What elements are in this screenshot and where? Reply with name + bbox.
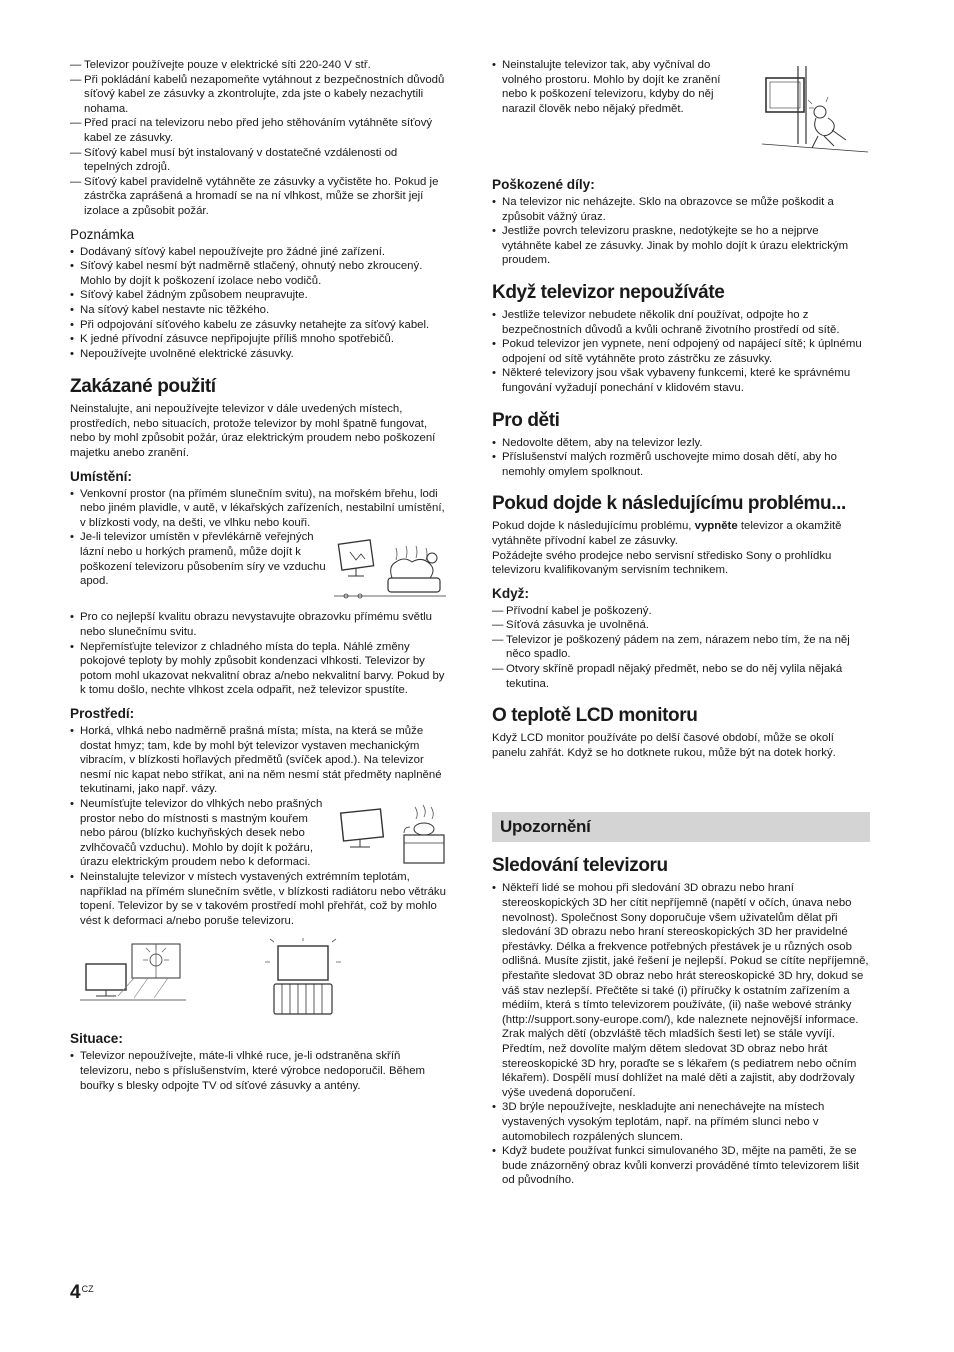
not-in-use-heading: Když televizor nepoužíváte bbox=[492, 281, 725, 303]
list-item: • Síťový kabel žádným způsobem neupravujte. bbox=[70, 288, 448, 303]
situation-heading: Situace: bbox=[70, 1031, 123, 1047]
forbidden-use-heading: Zakázané použití bbox=[70, 376, 216, 398]
list-item: • Jestliže povrch televizoru praskne, nedotýkejte se ho a nejprve vytáhněte kabel ze zásuvky. Jinak by mohlo dojít k úrazu elektrickým proudem. bbox=[492, 224, 870, 268]
watching-tv-heading: Sledování televizoru bbox=[492, 855, 668, 877]
list-item: • Jestliže televizor nebudete několik dní používat, odpojte ho z bezpečnostních důvodů a kvůli ochraně životního prostředí od sítě. bbox=[492, 308, 870, 337]
children-heading: Pro děti bbox=[492, 409, 560, 431]
environment-list bbox=[70, 724, 448, 797]
forbidden-use-intro: Neinstalujte, ani nepoužívejte televizor v dále uvedených místech, prostředích, nebo situacích, protože televizor by mohl špatně fungovat, nebo by mohl způsobit požár, úraz elektrickým proudem nebo poškození majetku anebo zranění. bbox=[70, 403, 436, 460]
list-item: • Když budete používat funkci simulovaného 3D, mějte na paměti, že se bude znázorněný obraz kvůli konverzi prováděné tímto televizorem lišit od původního. bbox=[492, 1144, 870, 1188]
not-in-use-list bbox=[492, 308, 870, 396]
lcd-temperature-text: Když LCD monitor používáte po delší časové období, může se okolí panelu zahřát. Když se ho dotknete rukou, může být na dotek horký. bbox=[492, 732, 836, 759]
list-item: • Neinstalujte televizor v místech vystavených extrémním teplotám, například na přímém slunečním světle, v blízkosti radiátoru nebo větráku topení. Televizor by se v takovém prostředí mohl přehřát, což by mohlo vést k deformaci a/nebo poruše televizoru. bbox=[70, 870, 448, 928]
tv-radiator-illustration bbox=[264, 938, 348, 1018]
list-item: • Nepoužívejte uvolněné elektrické zásuvky. bbox=[70, 347, 448, 362]
note-heading: Poznámka bbox=[70, 226, 135, 242]
location-list bbox=[70, 487, 448, 531]
language-code: CZ bbox=[81, 1284, 94, 1294]
tv-protruding-illustration bbox=[754, 64, 870, 160]
list-item: — Televizor používejte pouze v elektrické síti 220-240 V stř. bbox=[70, 58, 448, 73]
left-column bbox=[70, 58, 448, 1093]
problem-intro-2: Požádejte svého prodejce nebo servisní středisko Sony o prohlídku televizoru kvalifikovaným servisním technikem. bbox=[492, 549, 832, 577]
location-heading: Umístění: bbox=[70, 468, 132, 484]
list-item: • Na síťový kabel nestavte nic těžkého. bbox=[70, 303, 448, 318]
list-item: — Před prací na televizoru nebo před jeho stěhováním vytáhněte síťový kabel ze zásuvky. bbox=[70, 116, 448, 145]
damaged-parts-list bbox=[492, 195, 870, 268]
damaged-parts-heading: Poškozené díly: bbox=[492, 177, 595, 192]
list-item: • Je-li televizor umístěn v převlékárně veřejných lázní nebo u horkých pramenů, může dojít k poškození televizoru působením síry ve vzduchu apod. bbox=[70, 530, 330, 588]
list-item: • Dodávaný síťový kabel nepoužívejte pro žádné jiné zařízení. bbox=[70, 245, 448, 260]
list-item: • Nedovolte dětem, aby na televizor lezly. bbox=[492, 436, 870, 451]
situation-list bbox=[70, 1049, 448, 1093]
heat-illustrations bbox=[70, 938, 448, 1020]
list-item: • Některé televizory jsou však vybaveny funkcemi, které ke správnému fungování vyžadují ponechání v klidovém stavu. bbox=[492, 366, 870, 395]
problem-intro: Pokud dojde k následujícímu problému, vypněte televizor a okamžitě vytáhněte přívodní kabel ze zásuvky. bbox=[492, 520, 842, 547]
list-item: • 3D brýle nepoužívejte, neskladujte ani nenechávejte na místech vystavených vysokým teplotám, např. na přímém slunci nebo v automobilech rozpálených sluncem. bbox=[492, 1100, 870, 1144]
list-item: • Neumísťujte televizor do vlhkých nebo prašných prostor nebo do místnosti s mastným kouřem nebo párou (blízko kuchyňských desek nebo zvlhčovačů vzduchu). Mohlo by dojít k požáru, úrazu elektrickým proudem nebo k deformaci. bbox=[70, 797, 330, 870]
list-item: — Síťová zásuvka je uvolněná. bbox=[492, 618, 870, 633]
list-item: — Při pokládání kabelů nezapomeňte vytáhnout z bezpečnostních důvodů síťový kabel ze zásuvky a zkontrolujte, zda jste o kabely nezachytili nohama. bbox=[70, 73, 448, 117]
list-item: • K jedné přívodní zásuvce nepřipojujte příliš mnoho spotřebičů. bbox=[70, 332, 448, 347]
location-hotspring-block bbox=[70, 530, 448, 602]
list-item: • Na televizor nic neházejte. Sklo na obrazovce se může poškodit a způsobit vážný úraz. bbox=[492, 195, 870, 224]
caution-band-title: Upozornění bbox=[500, 817, 591, 837]
watching-tv-list bbox=[492, 881, 870, 1187]
protruding-tv-block bbox=[492, 58, 870, 160]
page-number: $4^{CZ}$ bbox=[70, 1282, 94, 1303]
list-item: • Horká, vlhká nebo nadměrně prašná místa; místa, na která se může dostat hmyz; tam, kde by mohl být televizor vystaven mechanickým vibracím, v blízkosti hořlavých předmětů (svíček apod.). Na televizor nesmí nic kapat nebo stříkat, ani na něm nesmí stát předměty naplněné tekutinami, jako např. vázy. bbox=[70, 724, 448, 797]
list-item: — Otvory skříně propadl nějaký předmět, nebo se do něj vylila nějaká tekutina. bbox=[492, 662, 870, 691]
when-list bbox=[492, 604, 870, 692]
list-item: • Pokud televizor jen vypnete, není odpojený od napájecí sítě; k úplnému odpojení od sítě vytáhněte proto zástrčku ze zásuvky. bbox=[492, 337, 870, 366]
list-item: — Televizor je poškozený pádem na zem, nárazem nebo tím, že na něj něco spadlo. bbox=[492, 633, 870, 662]
environment-kitchen-block bbox=[70, 797, 448, 870]
list-item: • Neinstalujte televizor tak, aby vyčníval do volného prostoru. Mohlo by dojít ke zranění nebo k poškození televizoru, kdyby do něj narazil člověk nebo nějaký předmět. bbox=[492, 58, 744, 116]
list-item: • Venkovní prostor (na přímém slunečním svitu), na mořském břehu, lodi nebo jiném plavidle, v autě, v lékařských zařízeních, nestabilní umístění, v blízkosti vody, na dešti, ve vlhku nebo kouři. bbox=[70, 487, 448, 531]
list-item: — Síťový kabel pravidelně vytáhněte ze zásuvky a vyčistěte ho. Pokud je zástrčka zaprášená a hromadí se na ní vlhkost, může se zhoršit její izolace a způsobit požár. bbox=[70, 175, 448, 219]
note-list bbox=[70, 245, 448, 362]
list-item: — Síťový kabel musí být instalovaný v dostatečné vzdálenosti od tepelných zdrojů. bbox=[70, 146, 448, 175]
list-item: • Příslušenství malých rozměrů uschovejte mimo dosah dětí, aby ho nemohly omylem spolknout. bbox=[492, 450, 870, 479]
tv-kitchen-steam-illustration bbox=[330, 797, 448, 867]
problem-heading: Pokud dojde k následujícímu problému... bbox=[492, 493, 846, 515]
environment-list-3 bbox=[70, 870, 448, 928]
children-list bbox=[492, 436, 870, 480]
list-item: — Přívodní kabel je poškozený. bbox=[492, 604, 870, 619]
environment-heading: Prostředí: bbox=[70, 706, 135, 721]
list-item: • Nepřemísťujte televizor z chladného místa do tepla. Náhlé změny pokojové teploty by mohly způsobit kondenzaci vlhkosti. Televizor by potom mohl ukazovat nekvalitní obraz a/nebo nekvalitní barvy. Pokud by k tomu došlo, nechte vlhkost zcela odpařit, než televizor spustíte. bbox=[70, 640, 448, 698]
location-list-2 bbox=[70, 610, 448, 698]
when-heading: Když: bbox=[492, 585, 530, 601]
cable-safety-list bbox=[70, 58, 448, 219]
lcd-temperature-heading: O teplotě LCD monitoru bbox=[492, 705, 698, 727]
tv-sunlight-illustration bbox=[78, 942, 188, 1004]
list-item: • Při odpojování síťového kabelu ze zásuvky netahejte za síťový kabel. bbox=[70, 318, 448, 333]
right-column bbox=[492, 58, 870, 1188]
caution-band bbox=[492, 812, 870, 842]
list-item: • Síťový kabel nesmí být nadměrně stlačený, ohnutý nebo zkroucený. Mohlo by dojít k poškození izolace nebo vodičů. bbox=[70, 259, 448, 288]
list-item: • Pro co nejlepší kvalitu obrazu nevystavujte obrazovku přímému světlu nebo slunečnímu svitu. bbox=[70, 610, 448, 639]
tv-hot-spring-illustration bbox=[330, 530, 448, 602]
list-item: • Někteří lidé se mohou při sledování 3D obrazu nebo hraní stereoskopických 3D her cítit nepříjemně (napětí v očích, únava nebo nevolnost). Společnost Sony doporučuje všem uživatelům dělat při sledování 3D obrazu nebo hraní stereoskopických 3D her pravidelné přestávky. Délka a frekvence potřebných přestávek je u různých osob odlišná. Musíte zjistit, jaké řešení je nejlepší. Pokud se cítíte nepříjemně, přestaňte sledovat 3D obraz nebo hrát stereoskopické 3D hry, dokud se váš stav nezlepší. Přečtěte si také (i) příručky k ostatním zařízením a médiím, která s tímto televizorem používáte, (ii) naše webové stránky (http://support.sony-europe.com/), kde naleznete nejnovější informace. Zrak malých dětí (obzvláště těch mladších šesti let) se stále vyvíjí. Předtím, než dovolíte malým dětem sledovat 3D obraz nebo hrát stereoskopické 3D hry, poraďte se s lékařem (s pediatrem nebo očním lékařem). Dospělí musí dohlížet na malé děti a zajistit, aby dodržovaly výše uvedená doporučení. bbox=[492, 881, 870, 1100]
list-item: • Televizor nepoužívejte, máte-li vlhké ruce, je-li odstraněna skříň televizoru, nebo s příslušenstvím, které výrobce nedoporučil. Během bouřky s blesky odpojte TV od síťové zásuvky a antény. bbox=[70, 1049, 448, 1093]
